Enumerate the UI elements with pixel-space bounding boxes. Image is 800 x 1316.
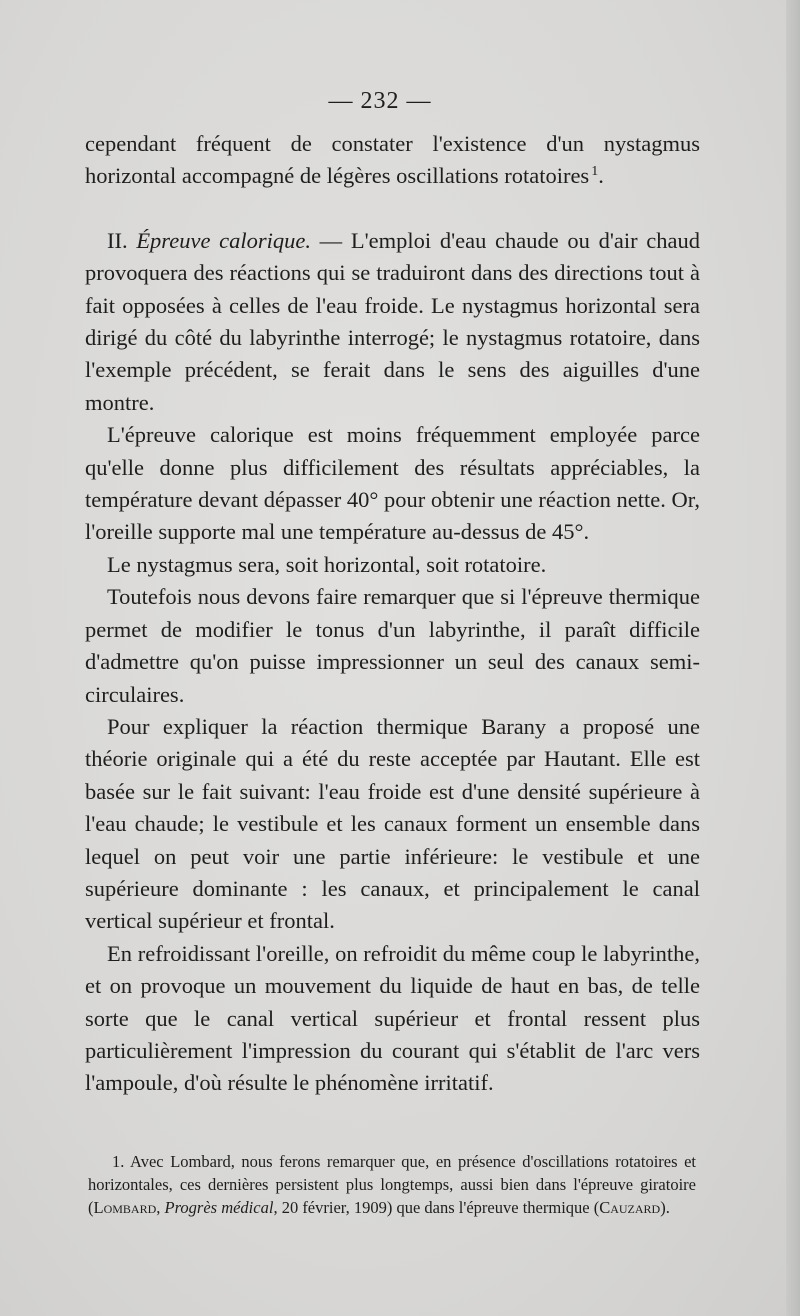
paragraph-continuation [85, 128, 700, 193]
page-number: — 232 — [328, 88, 432, 114]
paragraph-end: . [598, 163, 604, 189]
paragraph: Le nystagmus sera, soit horizontal, soit rotatoire. [107, 551, 547, 577]
page-edge-shadow [786, 0, 800, 1316]
paragraph-text: — L'emploi d'eau chaude ou d'air chaud provoquera des réactions qui se traduiront dans des directions tout à fait opposées à celles de l'eau froide. Le nystagmus horizontal sera dirigé du côté du labyrinthe interrogé; le nystagmus rotatoire, dans l'exemple précédent, se ferait dans le sens des aiguilles d'une montre. [85, 227, 701, 415]
paragraph: Pour expliquer la réaction thermique Barany a proposé une théorie originale qui a été du reste acceptée par Hautant. Elle est basée sur le fait suivant: l'eau froide est d'une densité supérieure à l'eau chaude; le vestibule et les canaux forment un ensemble dans lequel on peut voir une partie inférieure: le vestibule et une supérieure dominante : les canaux, et principalement le canal vertical supérieur et frontal. [85, 713, 700, 934]
footnote-text: 1. Avec Lombard, nous ferons remarquer que, en présence d'oscillations rotatoires et horizontales, ces dernières persistent plus longtemps, aussi bien dans l'épreuve giratoire (Lombard, Progrès médical, 20 février, 1909) que dans l'épreuve thermique (Cauzard). [88, 1152, 696, 1217]
footnote [88, 1150, 696, 1219]
body-text [85, 128, 700, 1100]
footnote-reference[interactable]: 1 [591, 163, 599, 179]
citation-author: Cauzard [599, 1198, 661, 1217]
citation-author: Lombard [93, 1198, 157, 1217]
section-number: II. [107, 227, 128, 253]
section-heading: Épreuve calorique. [136, 227, 311, 253]
paragraph: L'épreuve calorique est moins fréquemment employée parce qu'elle donne plus difficilement des résultats appréciables, la température devant dépasser 40° pour obtenir une réaction nette. Or, l'oreille supporte mal une température au-dessus de 45°. [85, 422, 700, 545]
paragraph: Toutefois nous devons faire remarquer que si l'épreuve thermique permet de modifier le tonus d'un labyrinthe, il paraît difficile d'admettre qu'on puisse impressionner un seul des canaux semi-circulaires. [85, 584, 700, 707]
footnote-number: 1. [112, 1152, 125, 1171]
paragraph-epreuve-calorique [85, 225, 700, 419]
citation-journal: Progrès médical [164, 1198, 274, 1217]
paragraph: En refroidissant l'oreille, on refroidit du même coup le labyrinthe, et on provoque un mouvement du liquide de haut en bas, de telle sorte que le canal vertical supérieur et frontal ressent plus particulièrement l'impression du courant qui s'établit de l'arc vers l'ampoule, d'où résulte le phénomène irritatif. [85, 940, 700, 1096]
paragraph-text: cependant fréquent de constater l'existence d'un nystagmus horizontal accompagné de légères oscillations rotatoires [85, 131, 700, 189]
